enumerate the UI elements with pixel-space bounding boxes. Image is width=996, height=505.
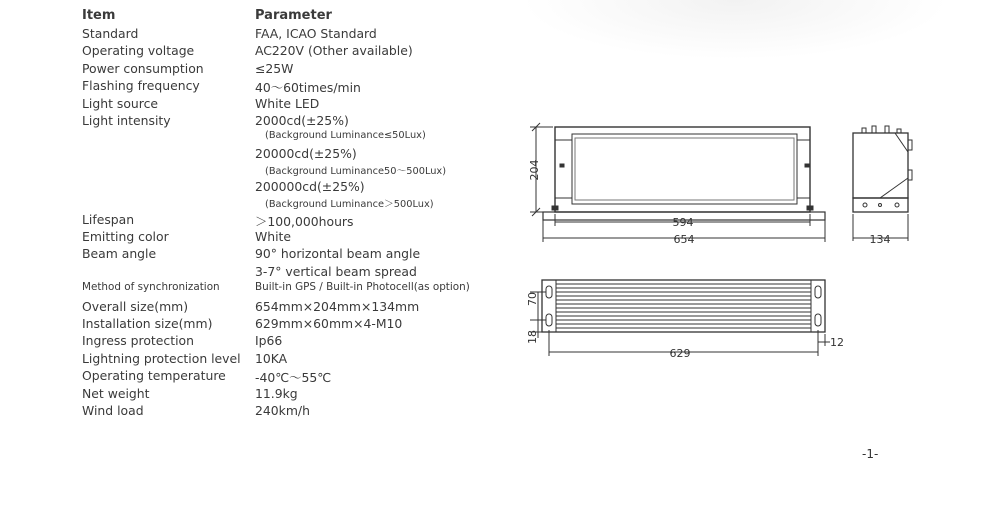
dim-mount-spacing: 70	[526, 292, 539, 306]
spec-note: (Background Luminance＞500Lux)	[265, 199, 434, 211]
spec-label: Method of synchronization	[82, 281, 220, 294]
spec-label: Installation size(mm)	[82, 315, 213, 331]
dim-width-lens: 594	[672, 216, 694, 229]
bottom-view	[530, 280, 830, 356]
spec-label: Power consumption	[82, 60, 204, 76]
spec-value: 629mm×60mm×4-M10	[255, 315, 403, 331]
spec-value: Ip66	[255, 333, 283, 349]
spec-value: ≤25W	[255, 60, 294, 76]
spec-label: Wind load	[82, 402, 144, 418]
spec-value: Built-in GPS / Built-in Photocell(as option)	[255, 281, 470, 294]
spec-label: Net weight	[82, 385, 150, 401]
spec-label: Emitting color	[82, 229, 169, 245]
spec-label: Light source	[82, 95, 159, 111]
spec-label: Operating temperature	[82, 368, 226, 384]
spec-value: 240km/h	[255, 402, 310, 418]
spec-value: 654mm×204mm×134mm	[255, 298, 420, 314]
spec-value: ＞100,000hours	[255, 213, 354, 229]
spec-value: 2000cd(±25%)	[255, 112, 349, 128]
spec-label: Overall size(mm)	[82, 298, 189, 314]
side-view	[853, 126, 912, 241]
spec-value: -40℃～55℃	[255, 370, 332, 386]
spec-value: 200000cd(±25%)	[255, 178, 365, 194]
page-number: -1-	[862, 447, 879, 461]
spec-note: (Background Luminance50～500Lux)	[265, 166, 447, 178]
spec-value: 10KA	[255, 350, 288, 366]
spec-label: Standard	[82, 26, 139, 41]
dim-depth-side: 134	[869, 233, 891, 246]
spec-value: AC220V (Other available)	[255, 43, 413, 59]
dim-hole-distance: 629	[669, 347, 691, 360]
spec-label: Light intensity	[82, 112, 171, 128]
spec-label: Flashing frequency	[82, 78, 200, 94]
spec-label: Ingress protection	[82, 333, 194, 349]
dim-height-front: 204	[528, 159, 541, 181]
spec-value: White	[255, 229, 292, 245]
spec-value: White LED	[255, 95, 320, 111]
spec-label: Operating voltage	[82, 43, 195, 59]
dim-foot-height: 18	[526, 330, 539, 344]
spec-value: 11.9kg	[255, 385, 298, 401]
spec-value: 90° horizontal beam angle	[255, 246, 421, 262]
spec-note: (Background Luminance≤50Lux)	[265, 130, 426, 142]
spec-label: Lightning protection level	[82, 350, 241, 366]
spec-label: Beam angle	[82, 246, 157, 262]
spec-label: Lifespan	[82, 211, 135, 227]
header-parameter: Parameter	[255, 8, 332, 23]
header-item: Item	[82, 8, 116, 23]
spec-value: 40～60times/min	[255, 80, 361, 96]
dim-flange: 12	[830, 336, 844, 349]
spec-value: FAA, ICAO Standard	[255, 26, 377, 41]
spec-value: 3-7° vertical beam spread	[255, 263, 417, 279]
dim-width-overall: 654	[673, 233, 695, 246]
spec-value: 20000cd(±25%)	[255, 145, 357, 161]
